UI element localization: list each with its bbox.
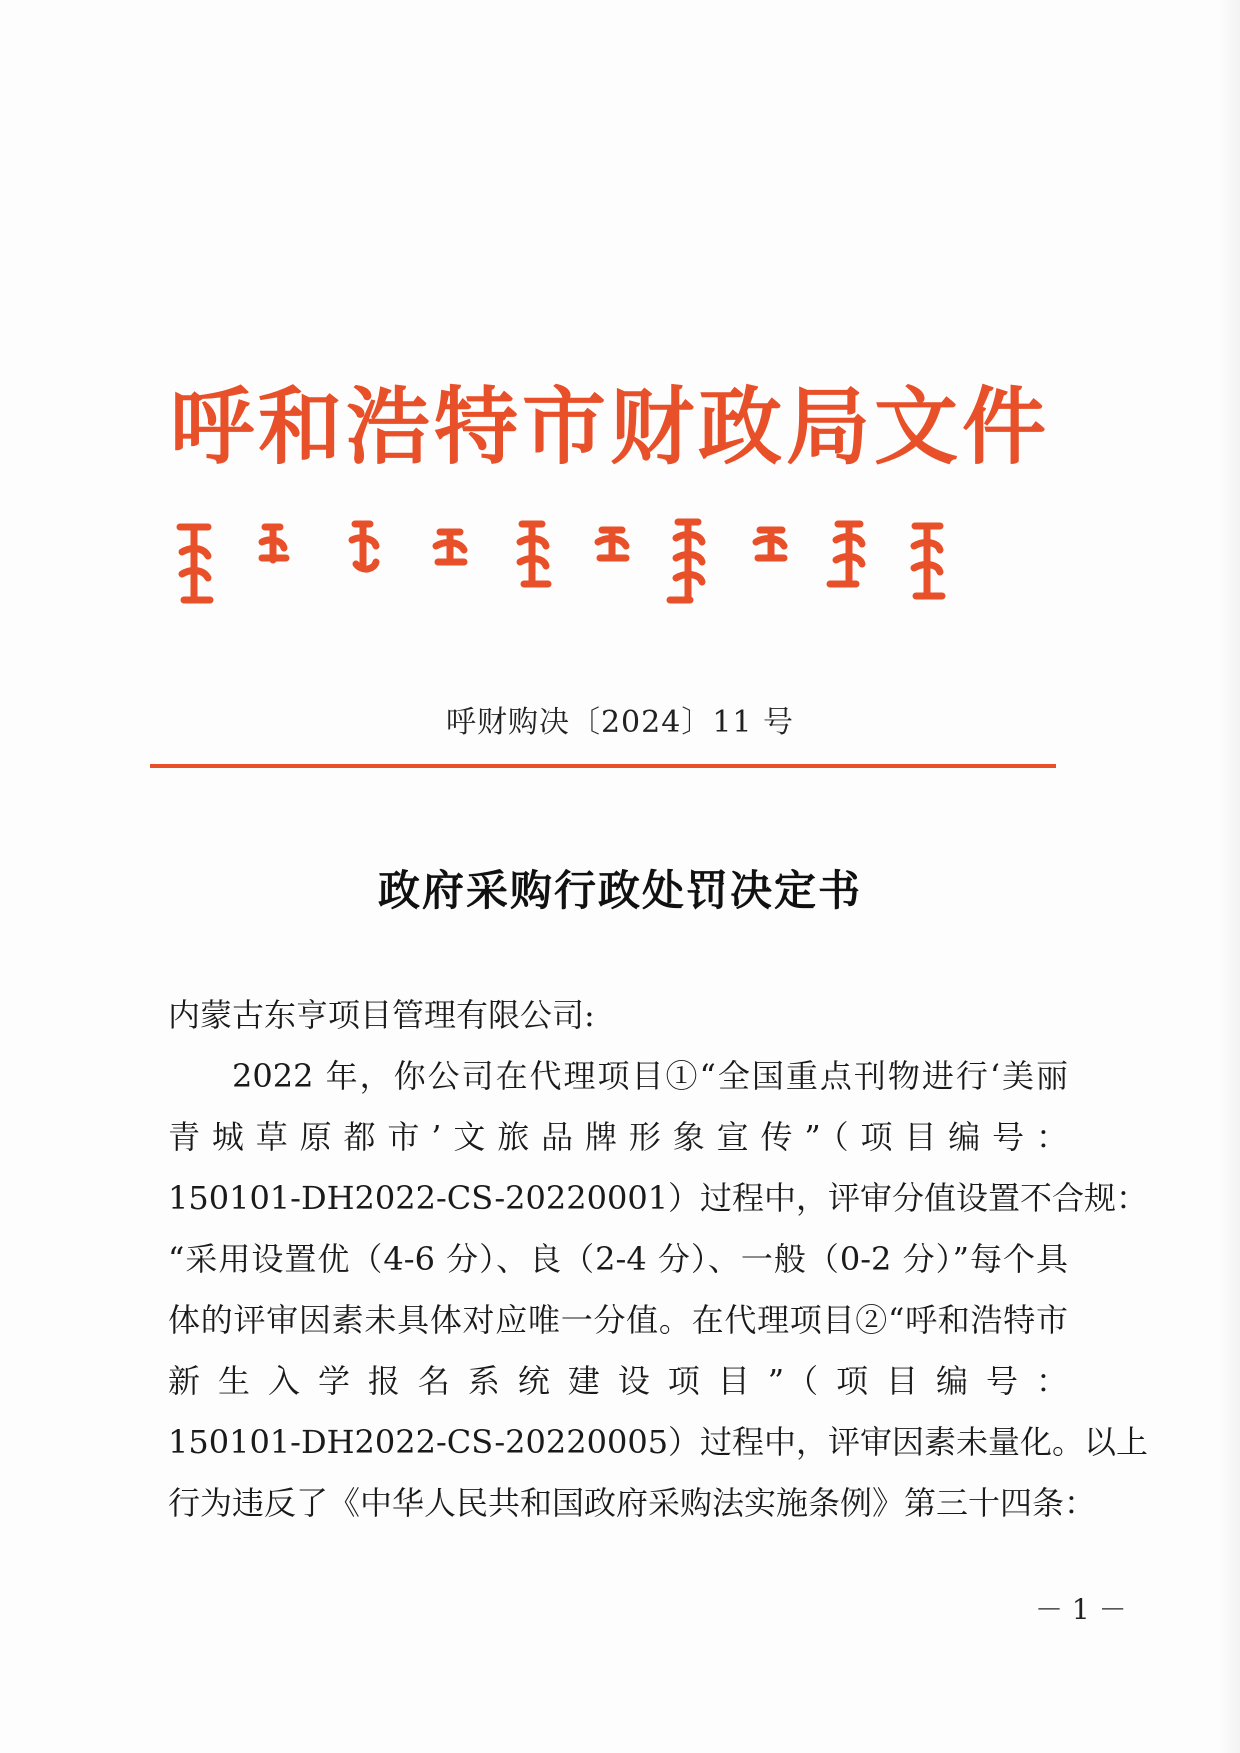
body-line-4: “采用设置优（4-6 分）、良（2-4 分）、一般（0-2 分）”每个具 bbox=[168, 1240, 1068, 1278]
issuer-title: 呼和浩特市财政局文件 bbox=[170, 377, 1051, 476]
document-number: 呼财购决〔2024〕11 号 bbox=[445, 705, 795, 740]
body-line-6: 新生入学报名系统建设项目”（项目编号： bbox=[168, 1362, 1068, 1400]
addressee: 内蒙古东亨项目管理有限公司: bbox=[168, 996, 595, 1034]
page-number: － 1 － bbox=[1035, 1593, 1127, 1626]
body-line-1: 2022 年，你公司在代理项目①“全国重点刊物进行‘美丽 bbox=[232, 1057, 1068, 1095]
document-title: 政府采购行政处罚决定书 bbox=[377, 866, 862, 915]
body-line-8: 行为违反了《中华人民共和国政府采购法实施条例》第三十四条： bbox=[168, 1484, 1097, 1522]
document-body bbox=[168, 985, 1149, 1534]
mongolian-script-graphic bbox=[170, 512, 1040, 607]
mongolian-script-title bbox=[170, 512, 1040, 607]
body-line-3: 150101-DH2022-CS-20220001）过程中，评审分值设置不合规： bbox=[168, 1179, 1149, 1217]
body-line-5: 体的评审因素未具体对应唯一分值。在代理项目②“呼和浩特市 bbox=[168, 1301, 1068, 1339]
body-line-7: 150101-DH2022-CS-20220005）过程中，评审因素未量化。以上 bbox=[168, 1423, 1149, 1461]
body-line-2: 青城草原都市’文旅品牌形象宣传”（项目编号： bbox=[168, 1118, 1068, 1156]
header-divider-line bbox=[150, 764, 1056, 768]
